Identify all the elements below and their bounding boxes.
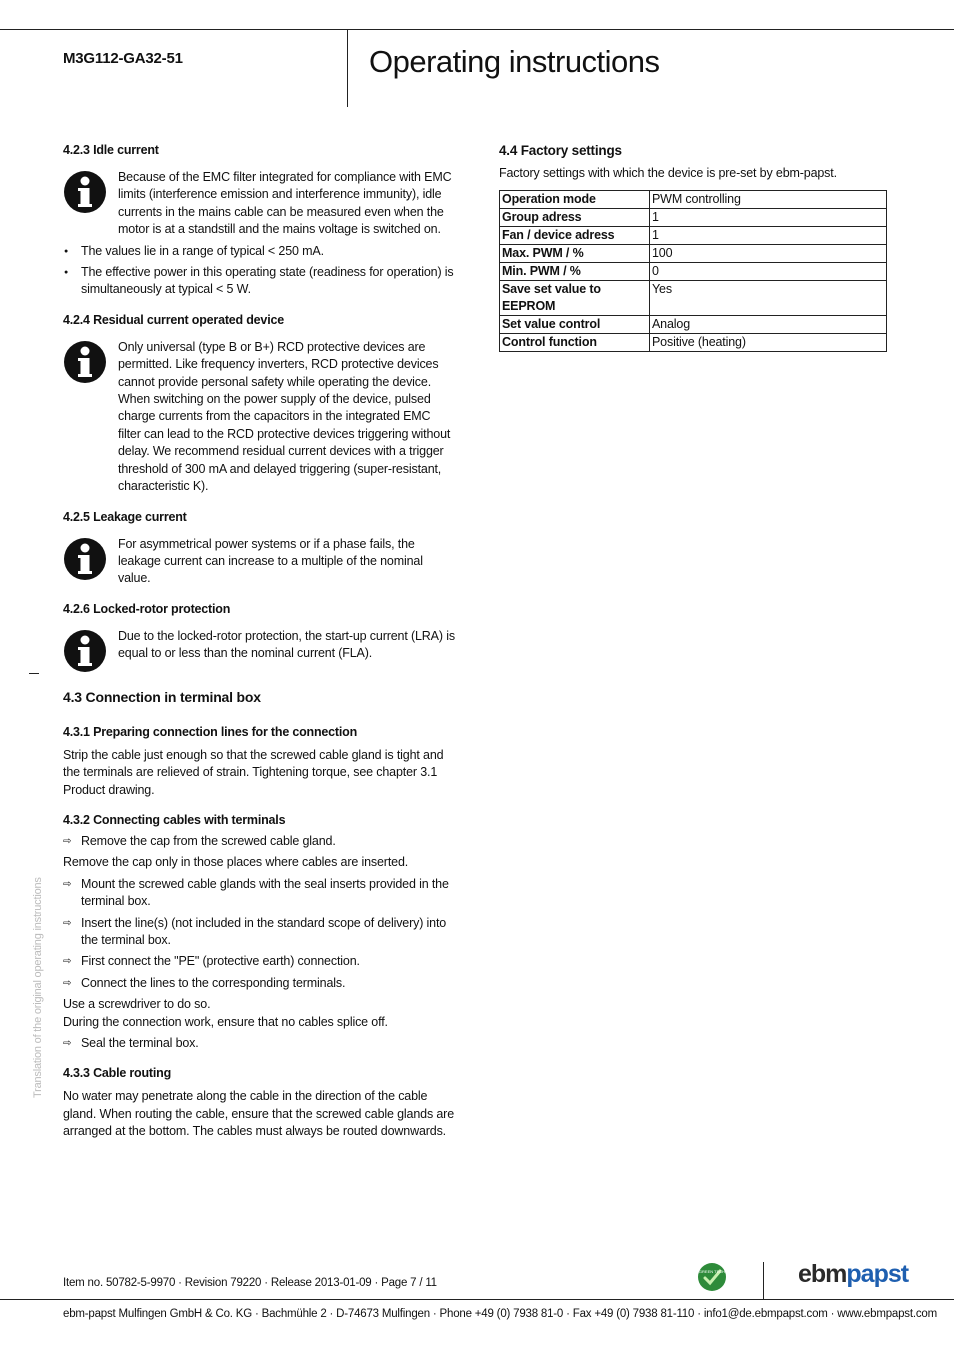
header-rule xyxy=(0,29,954,30)
section-heading: 4.3 Connection in terminal box xyxy=(63,688,261,705)
table-value: 100 xyxy=(650,245,887,263)
info-icon xyxy=(63,537,107,581)
table-row xyxy=(500,245,887,263)
paragraph: Use a screwdriver to do so. xyxy=(63,997,211,1012)
margin-mark xyxy=(29,673,39,674)
section-preparing xyxy=(63,723,455,799)
table-key: Save set value to EEPROM xyxy=(500,281,650,316)
info-block xyxy=(63,536,455,588)
table-row xyxy=(500,263,887,281)
table-value: 1 xyxy=(650,209,887,227)
arrow-right-icon: ⇨ xyxy=(63,878,72,890)
table-row xyxy=(500,227,887,245)
table-row xyxy=(500,191,887,209)
header-divider xyxy=(347,29,348,107)
info-block xyxy=(63,339,455,496)
page-title: Operating instructions xyxy=(369,44,660,79)
section-heading: 4.3.1 Preparing connection lines for the connection xyxy=(63,724,358,739)
step-list xyxy=(63,1035,455,1052)
section-leakage xyxy=(63,508,455,588)
arrow-right-icon: ⇨ xyxy=(63,917,72,929)
paragraph: During the connection work, ensure that no cables splice off. xyxy=(63,1014,388,1029)
badge-text: GREEN TECH xyxy=(698,1269,726,1274)
info-icon xyxy=(63,170,107,214)
table-value: Positive (heating) xyxy=(650,334,887,352)
bullet-list xyxy=(63,243,455,299)
factory-settings-table xyxy=(499,190,887,352)
table-key: Fan / device adress xyxy=(500,227,650,245)
info-text: Due to the locked-rotor protection, the start-up current (LRA) is equal to or less than the nominal current (FLA). xyxy=(118,628,455,661)
table-value: 0 xyxy=(650,263,887,281)
table-value: Analog xyxy=(650,316,887,334)
table-row xyxy=(500,316,887,334)
paragraph: No water may penetrate along the cable in the direction of the cable gland. When routing the cable, ensure that the screwed cable glands are arranged at the bottom. The cables must always be routed downwards. xyxy=(63,1089,454,1139)
table-key: Group adress xyxy=(500,209,650,227)
info-text: For asymmetrical power systems or if a phase fails, the leakage current can increase to a multiple of the nominal value. xyxy=(118,536,423,586)
step-list xyxy=(63,833,455,850)
info-icon xyxy=(63,340,107,384)
info-text: Because of the EMC filter integrated for compliance with EMC limits (interference emission and interference immunity), idle currents in the mains cable can be measured even when the motor is at a standstill and the mains voltage is switched on. xyxy=(118,170,452,237)
section-locked-rotor xyxy=(63,600,455,673)
info-text: Only universal (type B or B+) RCD protective devices are permitted. Like frequency inverters, RCD protective devices cannot provide personal safety while operating the device. When switching on the power supply of the device, pulsed charge currents from the capacitors in the integrated EMC filter can lead to the RCD protective devices triggering without delay. We recommend residual current devices with a trigger threshold of 300 mA and delayed triggering (super-resistant, characteristic K). xyxy=(118,339,451,494)
section-routing xyxy=(63,1064,455,1140)
arrow-right-icon: ⇨ xyxy=(63,956,72,968)
table-key: Set value control xyxy=(500,316,650,334)
table-key: Operation mode xyxy=(500,191,650,209)
arrow-right-icon: ⇨ xyxy=(63,835,72,847)
logo-part: ebm xyxy=(798,1260,847,1288)
paragraph: Remove the cap only in those places where cables are inserted. xyxy=(63,855,409,870)
section-idle-current xyxy=(63,141,455,299)
list-item: ⇨ First connect the "PE" (protective earth) connection. xyxy=(63,953,455,970)
table-value: PWM controlling xyxy=(650,191,887,209)
left-column xyxy=(63,141,455,1141)
list-item: ⇨ Remove the cap from the screwed cable gland. xyxy=(63,833,455,850)
list-item: ⇨ Mount the screwed cable glands with the seal inserts provided in the terminal box. xyxy=(63,876,449,909)
step-list xyxy=(63,876,455,992)
section-rcd xyxy=(63,311,455,496)
section-heading: 4.3.3 Cable routing xyxy=(63,1066,172,1081)
info-icon xyxy=(63,629,107,673)
model-number: M3G112-GA32-51 xyxy=(63,50,183,67)
info-block xyxy=(63,628,455,673)
list-item: ⇨ Insert the line(s) (not included in the standard scope of delivery) into the terminal box. xyxy=(63,915,447,947)
section-heading: 4.3.2 Connecting cables with terminals xyxy=(63,812,286,827)
table-key: Control function xyxy=(500,334,650,352)
table-key: Min. PWM / % xyxy=(500,263,650,281)
section-connecting xyxy=(63,811,455,1052)
section-heading: 4.2.6 Locked-rotor protection xyxy=(63,601,231,616)
list-item: ● The values lie in a range of typical < 250 mA. xyxy=(63,243,455,260)
company-logo xyxy=(798,1260,908,1289)
table-row xyxy=(500,334,887,352)
paragraph: Strip the cable just enough so that the screwed cable gland is tight and the terminals are relieved of strain. Tightening torque, see chapter 3.1 Product drawing. xyxy=(63,747,444,797)
green-tech-badge xyxy=(697,1262,727,1292)
table-key: Max. PWM / % xyxy=(500,245,650,263)
contact-info: ebm-papst Mulfingen GmbH & Co. KG · Bachmühle 2 · D-74673 Mulfingen · Phone +49 (0) 7938 81-0 · Fax +49 (0) 7938 81-110 · info1@de.ebmpapst.com · www.ebmpapst.com xyxy=(63,1308,937,1320)
section-heading: 4.2.3 Idle current xyxy=(63,143,159,157)
list-item: ⇨ Seal the terminal box. xyxy=(63,1035,455,1052)
arrow-right-icon: ⇨ xyxy=(63,1038,72,1049)
list-item: ⇨ Connect the lines to the corresponding terminals. xyxy=(63,975,455,992)
footer-rule xyxy=(0,1299,954,1300)
list-item: ● The effective power in this operating state (readiness for operation) is simultaneously at typical < 5 W. xyxy=(63,264,455,299)
table-row xyxy=(500,209,887,227)
info-block xyxy=(63,169,455,239)
logo-divider xyxy=(763,1262,764,1300)
side-note: Translation of the original operating instructions xyxy=(32,877,44,1098)
item-info: Item no. 50782-5-9970 · Revision 79220 · Release 2013-01-09 · Page 7 / 11 xyxy=(63,1277,437,1289)
section-heading: 4.4 Factory settings xyxy=(499,143,622,158)
logo-part: papst xyxy=(846,1260,909,1288)
table-value: Yes xyxy=(650,281,887,316)
arrow-right-icon: ⇨ xyxy=(63,977,72,989)
section-heading: 4.2.4 Residual current operated device xyxy=(63,312,284,327)
table-value: 1 xyxy=(650,227,887,245)
paragraph: Factory settings with which the device is pre-set by ebm-papst. xyxy=(499,166,837,180)
table-row xyxy=(500,281,887,316)
right-column xyxy=(499,141,889,352)
section-heading: 4.2.5 Leakage current xyxy=(63,509,187,524)
